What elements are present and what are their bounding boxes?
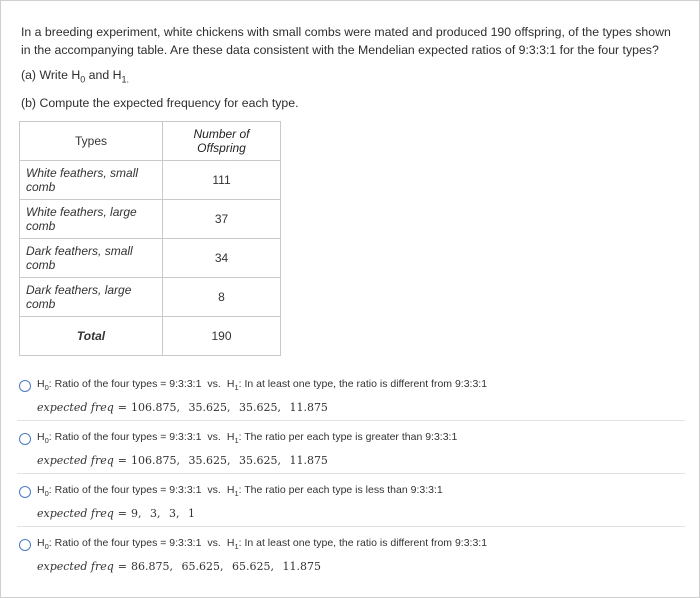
header-number-of-offspring: Number of Offspring [163,122,281,161]
vs-label: vs. [207,431,221,443]
expected-frequency-text: expected freq = 106.875, 35.625, 35.625, 11.875 [37,454,328,467]
part-a-mid: and H [85,68,122,82]
table-header-row [20,122,281,161]
table-row [20,278,281,317]
radio-button[interactable] [19,433,31,445]
row-type: Dark feathers, small comb [20,239,163,278]
expected-values: 86.875, 65.625, 65.625, 11.875 [131,560,321,573]
vs-label: vs. [207,378,221,390]
table-row [20,200,281,239]
vs-label: vs. [207,484,221,496]
expected-values: 9, 3, 3, 1 [131,507,195,520]
alternative-hypothesis: In at least one type, the ratio is different from 9:3:3:1 [244,378,488,390]
answer-options [17,368,685,579]
total-label: Total [20,317,163,356]
hypotheses-text: $H_0$: Ratio of the four types = 9:3:3:1 vs. $H_1$: The ratio per each type is less than 9:3:3:1 [37,484,443,499]
expected-label: expected freq [37,401,114,414]
hypotheses-text: $H_0$: Ratio of the four types = 9:3:3:1 vs. $H_1$: In at least one type, the ratio is different from 9:3:3:1 [37,537,488,552]
table-total-row [20,317,281,356]
radio-button[interactable] [19,486,31,498]
expected-label: expected freq [37,454,114,467]
hypotheses-text: $H_0$: Ratio of the four types = 9:3:3:1 vs. $H_1$: The ratio per each type is greater than 9:3:3:1 [37,431,458,446]
null-hypothesis: Ratio of the four types = 9:3:3:1 [54,484,202,496]
expected-label: expected freq [37,507,114,520]
alternative-hypothesis: The ratio per each type is greater than 9:3:3:1 [244,431,458,443]
table-row [20,161,281,200]
alternative-hypothesis: In at least one type, the ratio is different from 9:3:3:1 [244,537,488,549]
row-count: 111 [163,161,281,200]
expected-frequency-text: expected freq = 106.875, 35.625, 35.625, 11.875 [37,401,328,414]
null-hypothesis: Ratio of the four types = 9:3:3:1 [54,378,202,390]
table-row [20,239,281,278]
header-types: Types [20,122,163,161]
answer-option-4[interactable] [17,527,685,579]
answer-option-2[interactable] [17,421,685,474]
radio-button[interactable] [19,539,31,551]
part-a-sub0: 0 [80,74,86,85]
answer-option-1[interactable] [17,368,685,421]
part-b-prompt: (b) Compute the expected frequency for each type. [21,96,299,110]
null-hypothesis: Ratio of the four types = 9:3:3:1 [54,431,202,443]
expected-values: 106.875, 35.625, 35.625, 11.875 [131,401,328,414]
part-a-prompt [21,68,129,84]
expected-label: expected freq [37,560,114,573]
offspring-table [19,121,281,356]
part-a-sub1: 1. [121,74,129,85]
radio-button[interactable] [19,380,31,392]
answer-option-3[interactable] [17,474,685,527]
null-hypothesis: Ratio of the four types = 9:3:3:1 [54,537,202,549]
expected-frequency-text: expected freq = 86.875, 65.625, 65.625, 11.875 [37,560,321,573]
row-type: White feathers, large comb [20,200,163,239]
hypotheses-text: $H_0$: Ratio of the four types = 9:3:3:1 vs. $H_1$: In at least one type, the ratio is different from 9:3:3:1 [37,378,488,393]
row-type: Dark feathers, large comb [20,278,163,317]
vs-label: vs. [207,537,221,549]
row-type: White feathers, small comb [20,161,163,200]
question-text: In a breeding experiment, white chickens with small combs were mated and produced 190 offspring, of the types shown in the accompanying table. Are these data consistent with the Mendelian expected ratios of 9:3:3:1 for the four types? [21,25,671,57]
expected-values: 106.875, 35.625, 35.625, 11.875 [131,454,328,467]
total-count: 190 [163,317,281,356]
row-count: 34 [163,239,281,278]
expected-frequency-text: expected freq = 9, 3, 3, 1 [37,507,195,520]
alternative-hypothesis: The ratio per each type is less than 9:3:3:1 [244,484,443,496]
row-count: 8 [163,278,281,317]
row-count: 37 [163,200,281,239]
part-a-prefix: (a) Write H [21,68,81,82]
